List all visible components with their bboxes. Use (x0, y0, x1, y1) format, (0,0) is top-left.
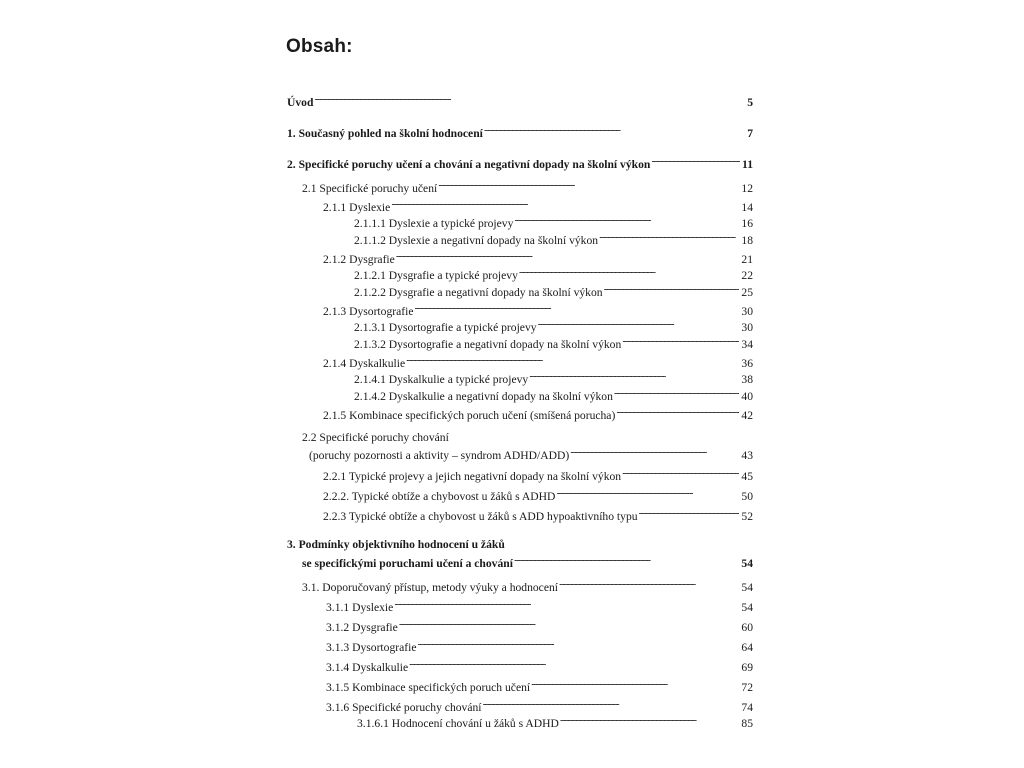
toc-entry (323, 487, 753, 504)
toc-entry (354, 283, 753, 300)
toc-entry-page: 21 (741, 253, 753, 266)
toc-entry-label: 2.1.4 Dyskalkulie (323, 357, 406, 370)
toc-entry-page: 25 (741, 286, 753, 299)
toc-entry (357, 714, 753, 731)
toc-entry-label: 3.1.2 Dysgrafie (326, 621, 398, 634)
toc-entry-label-continued: (poruchy pozornosti a aktivity – syndrom ADHD/ADD) (309, 449, 570, 462)
toc-entry (323, 354, 753, 371)
toc-entry (323, 302, 753, 319)
toc-entry-page: 18 (741, 234, 753, 247)
toc-entry-page: 54 (741, 581, 753, 594)
toc-entry (354, 318, 753, 335)
toc-entry-label: 2. Specifické poruchy učení a chování a negativní dopady na školní výkon (287, 158, 651, 171)
toc-entry-page: 30 (741, 305, 753, 318)
toc-entry-label: 2.2 Specifické poruchy chování (302, 431, 449, 444)
toc-entry-page: 54 (741, 601, 753, 614)
toc-entry-page: 43 (741, 449, 753, 462)
toc-entry-page: 85 (741, 717, 753, 730)
toc-entry-label: 2.1.3.1 Dysortografie a typické projevy (354, 321, 537, 334)
toc-entry-page: 34 (741, 338, 753, 351)
toc-entry-page: 64 (741, 641, 753, 654)
toc-entry-label: 2.2.2. Typické obtíže a chybovost u žáků s ADHD (323, 490, 556, 503)
toc-entry-page: 11 (742, 158, 753, 171)
toc-entry (323, 198, 753, 215)
toc-entry-label: 2.1.1.2 Dyslexie a negativní dopady na školní výkon (354, 234, 599, 247)
toc-entry-page: 16 (741, 217, 753, 230)
toc-entry-label: 2.1.2.2 Dysgrafie a negativní dopady na školní výkon (354, 286, 603, 299)
toc-entry-label: 2.1 Specifické poruchy učení (302, 182, 438, 195)
toc-entry-label: 2.1.1 Dyslexie (323, 201, 391, 214)
toc-entry (302, 179, 753, 196)
toc-entry (326, 638, 753, 655)
toc-entry-label: Úvod (287, 96, 314, 109)
toc-entry-label: 2.1.3.2 Dysortografie a negativní dopady na školní výkon (354, 338, 622, 351)
toc-entry (354, 335, 753, 352)
toc-entry (287, 93, 753, 110)
toc-entry-page: 5 (747, 96, 753, 109)
toc-entry-page: 69 (741, 661, 753, 674)
toc-entry-page: 36 (741, 357, 753, 370)
toc-entry-label-continued: se specifickými poruchami učení a chování (302, 557, 513, 570)
toc-entry-label: 3. Podmínky objektivního hodnocení u žáků (287, 538, 505, 551)
toc-entry-label: 3.1.6 Specifické poruchy chování (326, 701, 482, 714)
toc-entry-page: 38 (741, 373, 753, 386)
toc-entry-label: 3.1.4 Dyskalkulie (326, 661, 409, 674)
page-title: Obsah: (286, 36, 353, 57)
toc-entry-label: 2.1.1.1 Dyslexie a typické projevy (354, 217, 514, 230)
toc-entry-label: 2.1.3 Dysortografie (323, 305, 414, 318)
toc-entry (323, 406, 753, 423)
toc-entry-page: 22 (741, 269, 753, 282)
toc-entry (354, 266, 753, 283)
toc-entry-page: 72 (741, 681, 753, 694)
toc-entry (326, 658, 753, 675)
toc-entry-label: 2.1.2.1 Dysgrafie a typické projevy (354, 269, 518, 282)
toc-entry-page: 40 (741, 390, 753, 403)
toc-entry-label: 3.1. Doporučovaný přístup, metody výuky a hodnocení (302, 581, 558, 594)
toc-entry-page: 7 (747, 127, 753, 140)
toc-entry-label: 2.1.2 Dysgrafie (323, 253, 395, 266)
toc-entry (287, 124, 753, 141)
toc-entry-page: 54 (741, 557, 753, 570)
toc-entry (354, 231, 753, 248)
toc-entry-page: 30 (741, 321, 753, 334)
toc-entry (287, 155, 753, 172)
toc-entry (326, 678, 753, 695)
toc-entry-page: 45 (741, 470, 753, 483)
toc-entry-label: 2.2.1 Typické projevy a jejich negativní dopady na školní výkon (323, 470, 622, 483)
toc-entry-page: 74 (741, 701, 753, 714)
toc-entry-label: 2.1.4.2 Dyskalkulie a negativní dopady na školní výkon (354, 390, 613, 403)
toc-entry (354, 214, 753, 231)
toc-entry (302, 578, 753, 595)
toc-entry (326, 698, 753, 715)
toc-entry-label: 3.1.6.1 Hodnocení chování u žáků s ADHD (357, 717, 559, 730)
toc-entry-page: 50 (741, 490, 753, 503)
toc-entry (326, 598, 753, 615)
toc-entry-label: 1. Současný pohled na školní hodnocení (287, 127, 483, 140)
toc-entry-page: 12 (741, 182, 753, 195)
toc-entry-page: 42 (741, 409, 753, 422)
toc-entry (326, 618, 753, 635)
toc-entry (323, 250, 753, 267)
toc-entry-label: 3.1.3 Dysortografie (326, 641, 417, 654)
toc-entry (302, 554, 753, 571)
toc-entry (354, 370, 753, 387)
toc-entry-label: 2.1.4.1 Dyskalkulie a typické projevy (354, 373, 529, 386)
toc-entry (323, 507, 753, 524)
toc-entry-page: 52 (741, 510, 753, 523)
toc-entry-page: 14 (741, 201, 753, 214)
toc-entry-label: 2.1.5 Kombinace specifických poruch učení (smíšená porucha) (323, 409, 616, 422)
toc-entry-label: 3.1.1 Dyslexie (326, 601, 394, 614)
toc-entry (354, 387, 753, 404)
toc-entry (309, 446, 753, 463)
toc-entry-page: 60 (741, 621, 753, 634)
toc-entry-label: 2.2.3 Typické obtíže a chybovost u žáků s ADD hypoaktivního typu (323, 510, 638, 523)
toc-entry-label: 3.1.5 Kombinace specifických poruch učení (326, 681, 531, 694)
toc-entry (323, 467, 753, 484)
